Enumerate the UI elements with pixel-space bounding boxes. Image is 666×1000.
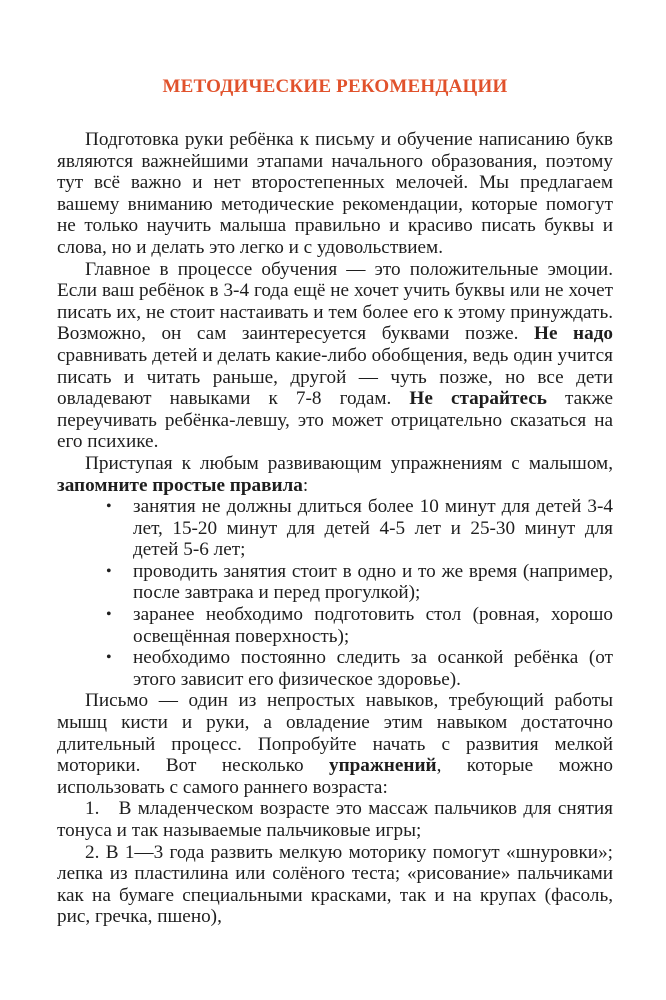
bold-emphasis: упражнений — [328, 755, 437, 777]
text: Письмо — один из непростых навыков, требующий работы мышц кисти и руки, а овладение этим навыком достаточно длительный процесс. Попробуйте начать с развития мелкой моторики. Вот несколько — [57, 690, 613, 777]
bullet-icon: • — [106, 649, 112, 667]
list-item — [106, 647, 613, 690]
list-item-text: проводить занятия стоит в одно и то же время (например, после завтрака и перед прогулкой); — [133, 560, 613, 604]
emotions-paragraph — [57, 259, 613, 453]
list-item-text: заранее необходимо подготовить стол (ровная, хорошо освещённая поверхность); — [133, 604, 613, 647]
page-title: МЕТОДИЧЕСКИЕ РЕКОМЕНДАЦИИ — [162, 76, 508, 97]
list-item — [106, 496, 613, 561]
rules-intro-paragraph — [57, 453, 613, 496]
exercise-text: В младенческом возрасте это массаж пальчиков для снятия тонуса и так называемые пальчиковые игры; — [57, 798, 613, 841]
writing-paragraph — [57, 690, 613, 798]
text: Главное в процессе обучения — это положительные эмоции. Если ваш ребёнок в 3-4 года ещё не хочет учить буквы или не хочет писать их, не стоит настаивать и тем более его к этому принуждать. Возможно, он сам заинтересуется буквами позже. — [57, 258, 613, 345]
text: также переучивать ребёнка-левшу, это может отрицательно сказаться на его психике. — [57, 388, 614, 453]
bold-emphasis: Не старайтесь — [409, 388, 547, 410]
list-item — [106, 560, 613, 604]
exercise-item — [57, 798, 613, 841]
text: : — [302, 474, 309, 496]
bullet-icon: • — [106, 606, 112, 624]
list-item — [106, 604, 613, 647]
document-page — [57, 72, 613, 928]
text: Приступая к любым развивающим упражнениям с малышом, — [85, 452, 613, 474]
bold-emphasis: Не надо — [534, 323, 613, 345]
bullet-icon: • — [106, 562, 112, 580]
exercise-text: В 1—3 года развить мелкую моторику помогут «шнуровки»; лепка из пластилина или солёного теста; «рисование» пальчиками как на бумаге специальными красками, так и на крупах (фасоль, рис, гречка, пшено), — [57, 841, 613, 928]
intro-paragraph: Подготовка руки ребёнка к письму и обучение написанию букв являются важнейшими этапами начального образования, поэтому тут всё важно и нет второстепенных мелочей. Мы предлагаем вашему вниманию методические рекомендации, которые помогут не только научить малыша правильно и красиво писать буквы и слова, но и делать это легко и с удовольствием. — [57, 129, 613, 258]
bold-emphasis: запомните простые правила — [57, 474, 303, 496]
list-item-text: занятия не должны длиться более 10 минут для детей 3-4 лет, 15-20 минут для детей 4-5 лет и 25-30 минут для детей 5-6 лет; — [133, 496, 613, 561]
rules-list — [57, 496, 613, 690]
bullet-icon: • — [106, 498, 112, 516]
exercise-item — [57, 842, 613, 928]
text: , которые можно использовать с самого раннего возраста: — [57, 755, 613, 798]
list-item-text: необходимо постоянно следить за осанкой ребёнка (от этого зависит его физическое здоровье). — [133, 647, 613, 690]
text: сравнивать детей и делать какие-либо обобщения, ведь один учится писать и читать раньше, другой — чуть позже, но все дети овладевают навыками к 7-8 годам. — [57, 344, 613, 410]
exercise-number: 1. — [85, 798, 100, 820]
exercise-number: 2. — [85, 841, 100, 863]
